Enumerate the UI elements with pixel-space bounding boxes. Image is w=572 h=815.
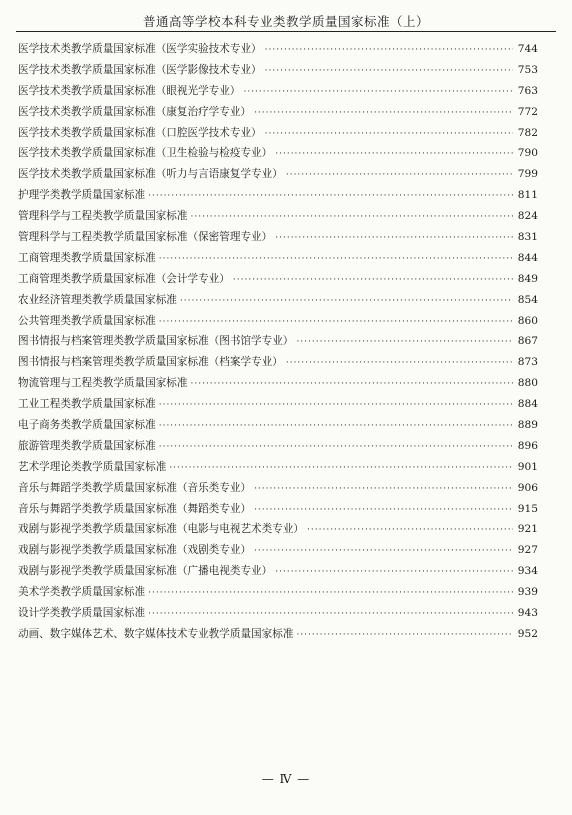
dot-leader	[265, 129, 513, 139]
dot-leader	[159, 421, 513, 431]
toc-entry-page: 915	[517, 502, 538, 515]
toc-entry[interactable]	[18, 375, 538, 396]
toc-entry[interactable]	[18, 145, 538, 166]
toc-entry-page: 873	[517, 356, 538, 369]
dot-leader	[254, 108, 513, 118]
toc-entry-title: 医学技术类教学质量国家标准（听力与言语康复学专业）	[18, 168, 283, 181]
toc-entry-title: 医学技术类教学质量国家标准（康复治疗学专业）	[18, 105, 252, 118]
toc-entry-page: 860	[517, 314, 538, 327]
toc-entry-title: 医学技术类教学质量国家标准（眼视光学专业）	[18, 84, 241, 97]
toc-entry[interactable]	[18, 438, 538, 459]
toc-entry-title: 医学技术类教学质量国家标准（医学实验技术专业）	[18, 43, 262, 55]
toc-entry-page: 952	[517, 627, 538, 640]
toc-entry[interactable]	[18, 229, 538, 250]
toc-entry[interactable]	[18, 605, 538, 626]
toc-entry-page: 763	[517, 84, 538, 97]
toc-entry[interactable]	[18, 208, 538, 229]
toc-entry-page: 854	[517, 293, 538, 306]
toc-entry-title: 美术学类教学质量国家标准	[18, 586, 146, 599]
dot-leader	[159, 442, 513, 452]
toc-entry-page: 772	[517, 105, 538, 118]
toc-entry[interactable]	[18, 83, 538, 104]
toc-entry-title: 管理科学与工程类教学质量国家标准（保密管理专业）	[18, 231, 273, 244]
toc-entry-title: 工商管理类教学质量国家标准（会计学专业）	[18, 272, 230, 285]
toc-entry-page: 867	[517, 335, 538, 348]
dot-leader	[159, 254, 513, 264]
toc-entry-page: 889	[517, 419, 538, 432]
toc-entry-title: 公共管理类教学质量国家标准	[18, 314, 156, 327]
toc-entry-title: 医学技术类教学质量国家标准（口腔医学技术专业）	[18, 126, 262, 139]
dot-leader	[148, 609, 513, 619]
dot-leader	[148, 588, 513, 598]
dot-leader	[307, 525, 513, 535]
toc-entry-title: 工业工程类教学质量国家标准	[18, 398, 156, 411]
toc-entry[interactable]	[18, 417, 538, 438]
toc-entry-title: 设计学类教学质量国家标准	[18, 607, 146, 620]
toc-entry-title: 戏剧与影视学类教学质量国家标准（电影与电视艺术类专业）	[18, 523, 305, 536]
table-of-contents	[18, 41, 538, 647]
toc-entry-page: 927	[517, 544, 538, 557]
toc-entry-page: 782	[517, 126, 538, 139]
dot-leader	[159, 317, 513, 327]
dot-leader	[159, 400, 513, 410]
footer-page-number: — Ⅳ —	[261, 772, 311, 786]
toc-entry-page: 901	[517, 460, 538, 473]
toc-entry-page: 753	[517, 63, 538, 76]
dot-leader	[286, 358, 513, 368]
toc-entry[interactable]	[18, 41, 538, 62]
toc-entry-page: 744	[517, 43, 538, 55]
toc-entry-page: 906	[517, 481, 538, 494]
dot-leader	[191, 379, 514, 389]
toc-entry[interactable]	[18, 626, 538, 647]
toc-entry[interactable]	[18, 563, 538, 584]
toc-entry-title: 护理学类教学质量国家标准	[18, 189, 146, 202]
dot-leader	[286, 170, 513, 180]
toc-entry[interactable]	[18, 271, 538, 292]
dot-leader	[275, 149, 513, 159]
toc-entry-title: 图书情报与档案管理类教学质量国家标准（图书馆学专业）	[18, 335, 294, 348]
toc-entry[interactable]	[18, 354, 538, 375]
toc-entry-title: 图书情报与档案管理类教学质量国家标准（档案学专业）	[18, 356, 283, 369]
toc-entry-page: 824	[517, 210, 538, 223]
toc-entry-title: 音乐与舞蹈学类教学质量国家标准（音乐类专业）	[18, 481, 252, 494]
toc-entry[interactable]	[18, 501, 538, 522]
toc-entry[interactable]	[18, 584, 538, 605]
toc-entry-page: 939	[517, 586, 538, 599]
dot-leader	[233, 275, 513, 285]
header-rule	[16, 31, 556, 32]
toc-entry[interactable]	[18, 542, 538, 563]
toc-entry-title: 物流管理与工程类教学质量国家标准	[18, 377, 188, 390]
toc-entry-page: 790	[517, 147, 538, 160]
dot-leader	[275, 233, 513, 243]
dot-leader	[275, 567, 513, 577]
toc-entry[interactable]	[18, 396, 538, 417]
toc-entry-title: 戏剧与影视学类教学质量国家标准（戏剧类专业）	[18, 544, 252, 557]
toc-entry-title: 动画、数字媒体艺术、数字媒体技术专业教学质量国家标准	[18, 627, 294, 640]
toc-entry-title: 医学技术类教学质量国家标准（卫生检验与检疫专业）	[18, 147, 273, 160]
toc-entry-title: 旅游管理类教学质量国家标准	[18, 439, 156, 452]
dot-leader	[180, 296, 513, 306]
toc-entry-title: 工商管理类教学质量国家标准	[18, 251, 156, 264]
dot-leader	[191, 212, 514, 222]
dot-leader	[148, 191, 513, 201]
toc-entry-title: 音乐与舞蹈学类教学质量国家标准（舞蹈类专业）	[18, 502, 252, 515]
toc-entry-title: 艺术学理论类教学质量国家标准	[18, 460, 167, 473]
toc-entry[interactable]	[18, 166, 538, 187]
dot-leader	[265, 45, 513, 55]
toc-entry-page: 799	[517, 168, 538, 181]
page-header-title: 普通高等学校本科专业类教学质量国家标准（上）	[142, 14, 429, 29]
dot-leader	[296, 337, 513, 347]
toc-entry-page: 896	[517, 439, 538, 452]
toc-entry-page: 811	[517, 189, 538, 202]
toc-entry[interactable]	[18, 521, 538, 542]
toc-entry-page: 921	[517, 523, 538, 536]
toc-entry-page: 884	[517, 398, 538, 411]
dot-leader	[243, 87, 513, 97]
dot-leader	[265, 66, 513, 76]
toc-entry[interactable]	[18, 459, 538, 480]
toc-entry-title: 管理科学与工程类教学质量国家标准	[18, 210, 188, 223]
toc-entry-title: 医学技术类教学质量国家标准（医学影像技术专业）	[18, 63, 262, 76]
toc-entry-page: 934	[517, 565, 538, 578]
toc-entry[interactable]	[18, 250, 538, 271]
toc-entry[interactable]	[18, 292, 538, 313]
toc-entry[interactable]	[18, 333, 538, 354]
toc-entry-title: 农业经济管理类教学质量国家标准	[18, 293, 177, 306]
dot-leader	[296, 630, 513, 640]
toc-entry[interactable]	[18, 480, 538, 501]
dot-leader	[169, 463, 513, 473]
dot-leader	[254, 505, 513, 515]
toc-entry[interactable]	[18, 313, 538, 334]
toc-entry[interactable]	[18, 187, 538, 208]
dot-leader	[254, 484, 513, 494]
toc-entry-page: 831	[517, 231, 538, 244]
toc-entry[interactable]	[18, 104, 538, 125]
toc-entry[interactable]	[18, 62, 538, 83]
toc-entry-title: 戏剧与影视学类教学质量国家标准（广播电视类专业）	[18, 565, 273, 578]
toc-entry-page: 849	[517, 272, 538, 285]
toc-entry-title: 电子商务类教学质量国家标准	[18, 419, 156, 432]
toc-entry[interactable]	[18, 125, 538, 146]
toc-entry-page: 844	[517, 251, 538, 264]
dot-leader	[254, 546, 513, 556]
toc-entry-page: 880	[517, 377, 538, 390]
toc-entry-page: 943	[517, 607, 538, 620]
